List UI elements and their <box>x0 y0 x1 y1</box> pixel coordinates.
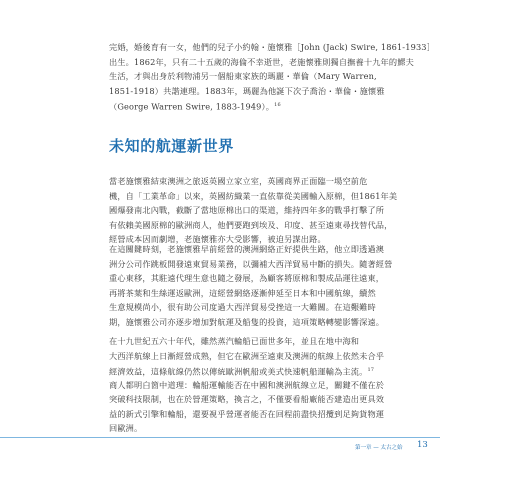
text-line: 在這關鍵時刻，老施懷雅早前經營的澳洲網絡正好提供生路，他立即透過澳 <box>109 244 385 254</box>
running-footer-chapter: 第一章 — 太古之始 <box>355 445 403 451</box>
text-line-content: 經濟效益，這條航線仍然以傳統歐洲帆船或美式快速帆船運輸為主流。 <box>109 366 368 377</box>
footnote-marker: 17 <box>367 367 375 373</box>
paragraph-4 <box>109 334 435 436</box>
text-line: 期，施懷雅公司亦逐步增加對航運及船隻的投資，這項策略轉變影響深遠。 <box>109 316 385 327</box>
text-line: 生活，才與出身於利物浦另一個船東家族的瑪麗・華倫（Mary Warren, <box>109 71 377 81</box>
page-number: 13 <box>417 440 428 450</box>
text-line: 國爆發南北內戰，截斷了當地原棉出口的渠道，維持四年多的戰爭打擊了所 <box>109 205 385 215</box>
text-line: 機，自「工業革命」以來，英國紡織業一直依靠從美國輸入原棉，但1861年美 <box>109 190 398 201</box>
top-margin <box>0 0 520 38</box>
text-line: 再將茶葉和生絲運返歐洲，這經營網絡逐漸伸延至日本和中國航線，續然 <box>109 287 376 298</box>
text-line: 在十九世紀五六十年代，雖然蒸汽輪船已面世多年，並且在地中海和 <box>109 336 360 346</box>
text-line: 1851-1918）共諧連理。1883年，瑪麗為他誕下次子喬治・華倫・施懷雅 <box>109 85 385 96</box>
footnote-marker: 16 <box>274 102 281 108</box>
footer-rule <box>0 437 440 438</box>
section-heading: 未知的航運新世界 <box>109 137 234 155</box>
paragraph-3 <box>109 242 435 329</box>
paragraph-2 <box>109 174 435 247</box>
text-line: 有依賴美國原棉的歐洲商人，他們要跑到埃及、印度、甚至遠東尋找替代品， <box>109 219 393 230</box>
text-line: 回歐洲。 <box>109 423 143 433</box>
text-line: 洲分公司作跳板開發遠東貿易業務，以彌補大西洋貿易中斷的損失。隨著經營 <box>109 258 393 269</box>
text-line: 重心東移，其駐遠代理生意也隨之發展，為顧客將原棉和製成品運往遠東， <box>109 273 385 283</box>
paragraph-1 <box>109 40 435 113</box>
text-line: 生意規模尚小，很有助公司度過大西洋貿易受挫這一大難關。在這艱難時 <box>109 302 376 312</box>
text-line: 經營成本因而劇增，老施懷雅亦大受影響，被迫另謀出路。 <box>109 234 326 244</box>
text-line: 出生。1862年，只有二十五歲的海倫不幸逝世，老施懷雅則獨自撫養十九年的鰥夫 <box>109 56 414 67</box>
text-line: 商人都明白箇中道理：輪船運輸能否在中國和澳洲航線立足，關鍵不僅在於 <box>109 379 385 390</box>
text-line: 完婚，婚後育有一女，他們的兒子小約翰・施懷雅［John (Jack) Swire, 1861-1933］ <box>109 42 435 52</box>
text-line: 益的新式引擎和輪船，還要視乎營運者能否在回程前盡快招攬到足夠貨物運 <box>109 408 385 419</box>
text-line-content: （George Warren Swire, 1883-1949）。 <box>109 101 275 112</box>
text-line <box>109 98 435 113</box>
text-line: 突破科技限制，也在於營運策略，換言之，不僅要看船廠能否建造出更具效 <box>109 394 385 404</box>
text-line: 大西洋航線上日漸經營成熟，但它在歐洲至遠東及澳洲的航線上依然未合乎 <box>109 350 385 361</box>
text-line <box>109 363 435 378</box>
text-line: 當老施懷雅結束澳洲之旅返英國立家立室，英國商界正面臨一場空前危 <box>109 176 368 186</box>
